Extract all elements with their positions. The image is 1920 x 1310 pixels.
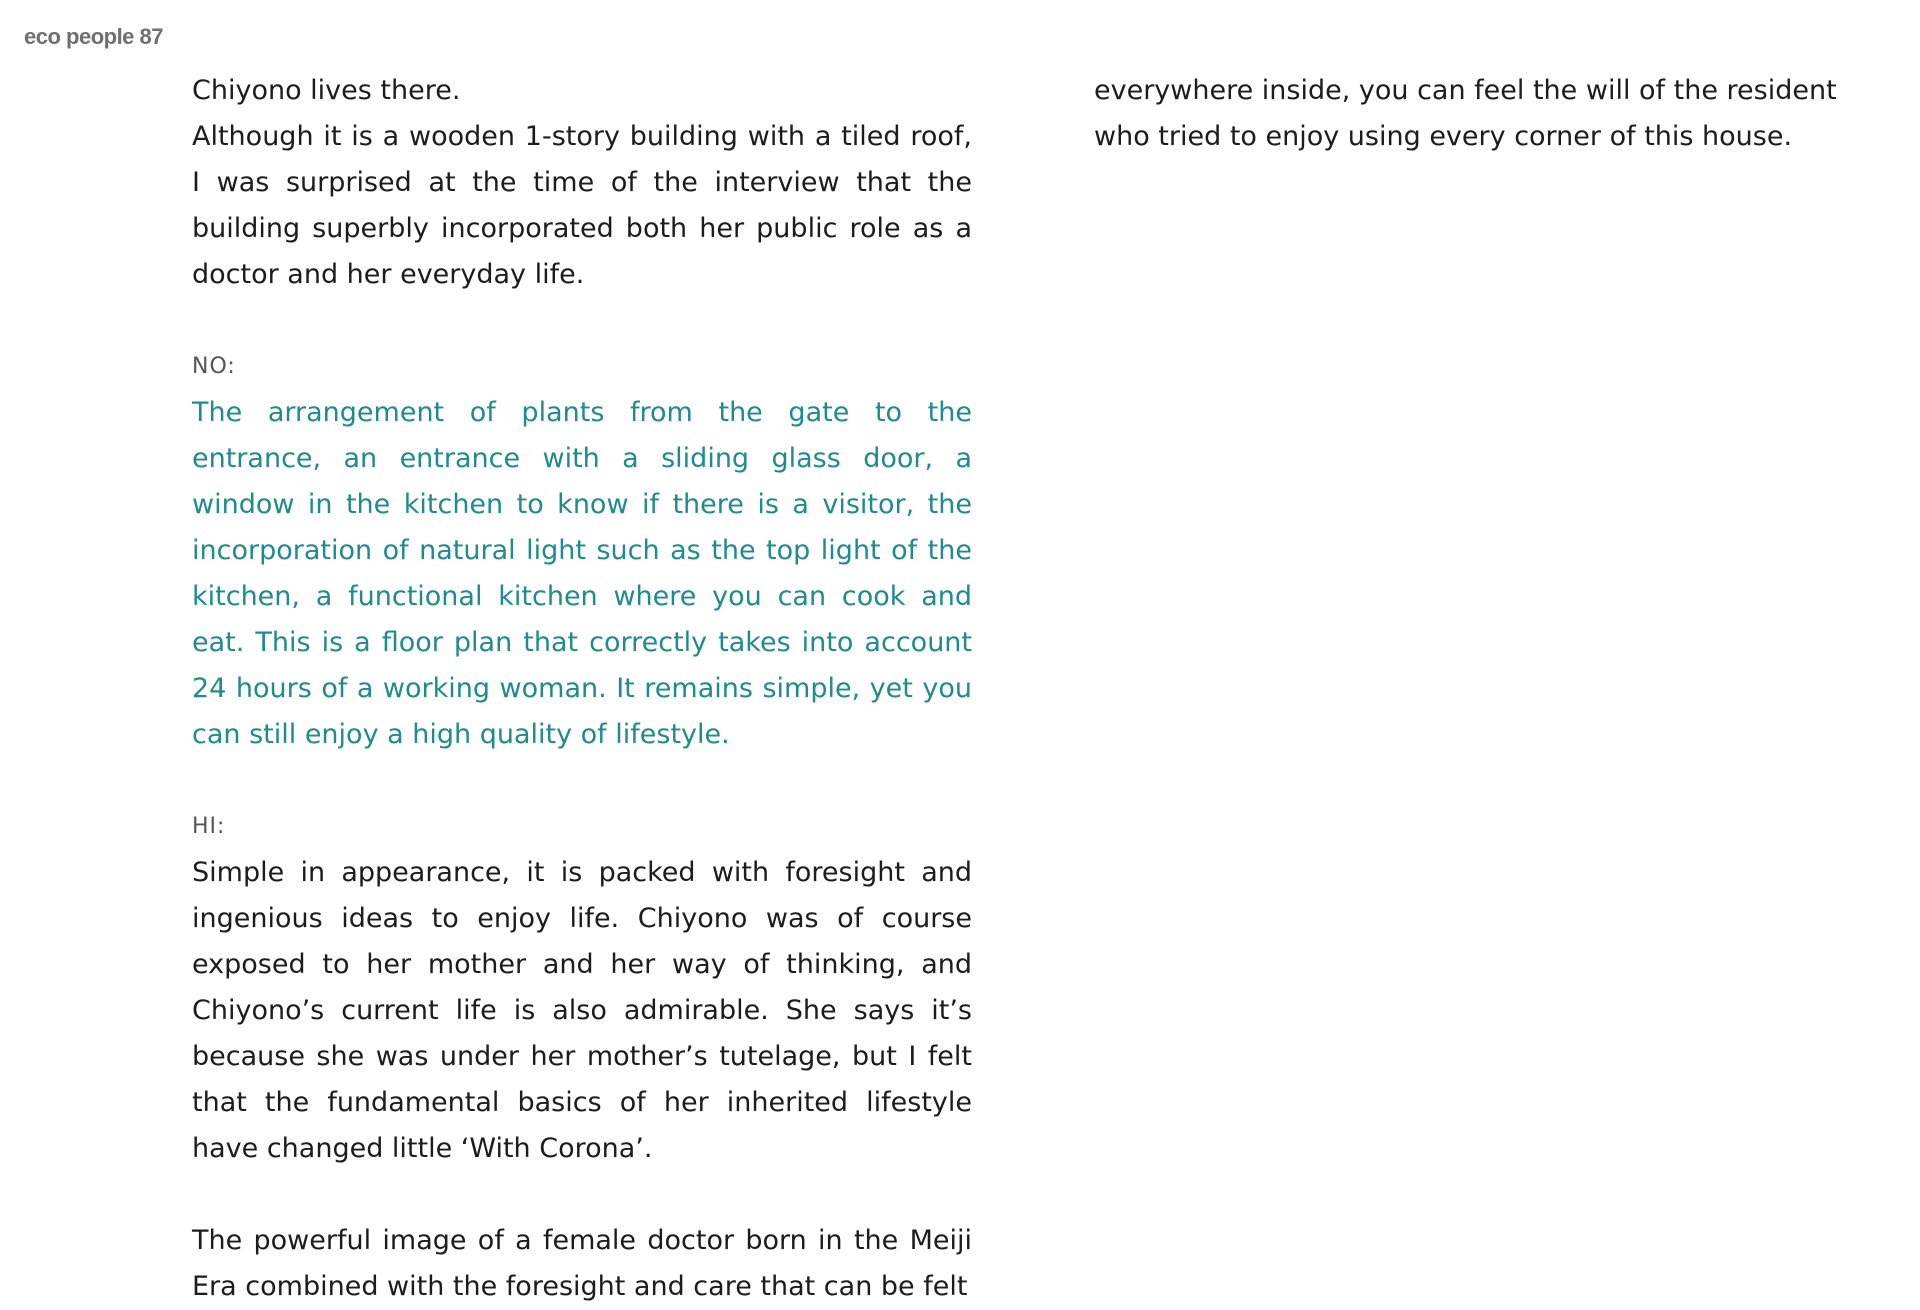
- no-paragraph: The arrangement of plants from the gate to the entrance, an entrance with a sliding glass door, a window in the kitchen to know if there is a visitor, the incorporation of natural light such as the top light of the kitchen, a functional kitchen where you can cook and eat. This is a floor plan that correctly takes into account 24 hours of a working woman. It remains simple, yet you can still enjoy a high quality of lifestyle.: [192, 397, 972, 750]
- hi-paragraph: Simple in appearance, it is packed with foresight and ingenious ideas to enjoy life. Chiyono was of course exposed to her mother and her way of thinking, and Chiyono’s current life is also admirable. She says it’s because she was under her mother’s tutelage, but I felt that the fundamental basics of her inherited lifestyle have changed little ‘With Corona’.: [192, 857, 972, 1164]
- intro-paragraph: Although it is a wooden 1-story building with a tiled roof, I was surprised at the time of the interview that the building superbly incorporated both her public role as a doctor and her everyday life.: [192, 121, 972, 290]
- closing-paragraph: The powerful image of a female doctor born in the Meiji Era combined with the foresight and care that can be felt: [192, 1225, 972, 1302]
- intro-line: Chiyono lives there.: [192, 75, 461, 106]
- no-label: NO:: [192, 354, 236, 379]
- continuation-paragraph: everywhere inside, you can feel the will of the resident who tried to enjoy using every corner of this house.: [1094, 75, 1837, 152]
- right-column: [1094, 68, 1884, 160]
- running-header: eco people 87: [24, 24, 164, 49]
- left-column: [192, 68, 972, 1310]
- hi-label: HI:: [192, 814, 226, 839]
